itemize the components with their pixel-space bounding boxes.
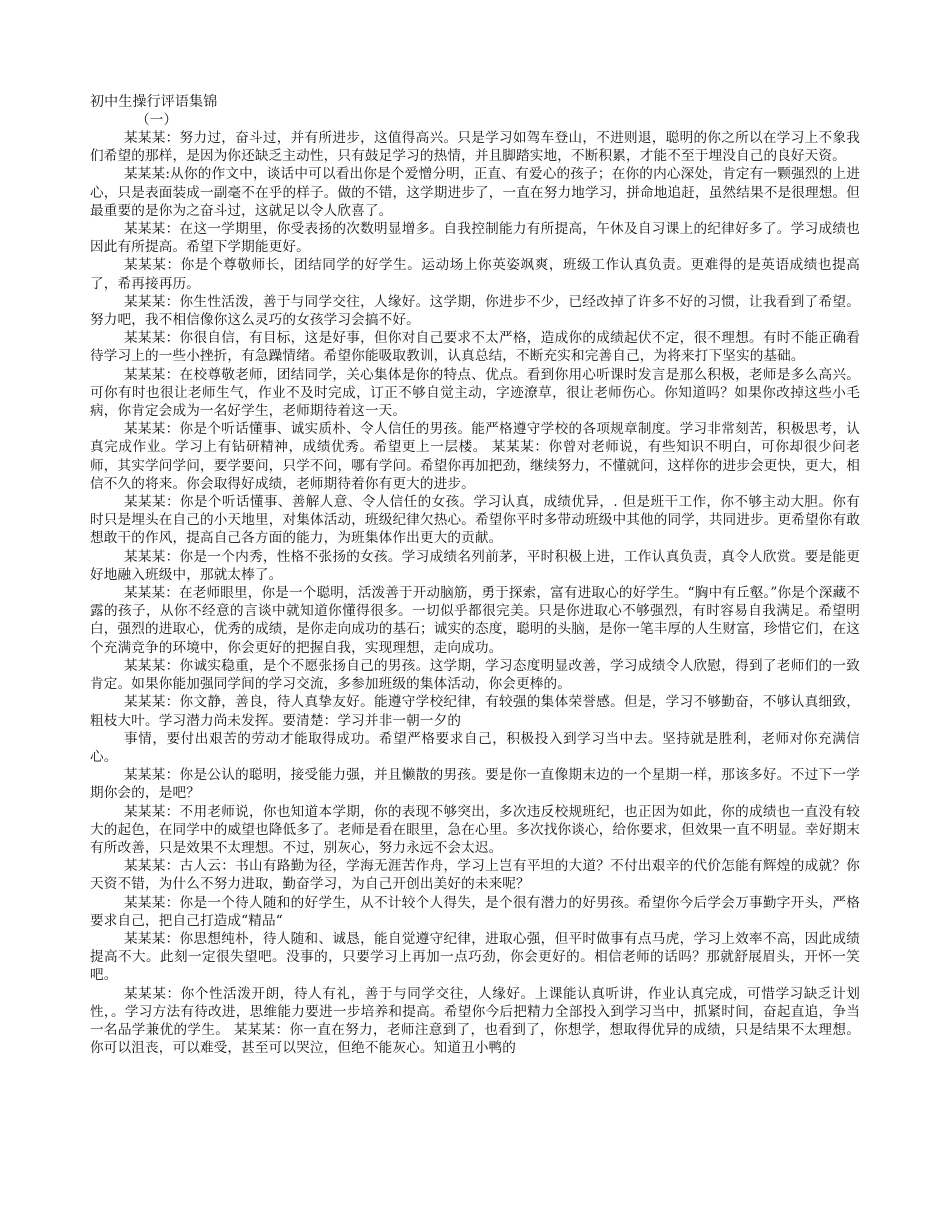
comment-paragraph: 某某某：你文静，善良，待人真挚友好。能遵守学校纪律，有较强的集体荣誉感。但是，学习不够勤奋，不够认真细致，粗枝大叶。学习潜力尚未发挥。要清楚：学习并非一朝一夕的 <box>90 694 860 729</box>
comment-paragraph: 某某某：你是一个待人随和的好学生，从不计较个人得失，是个很有潜力的好男孩。希望你今后学会万事勤字开头，严格要求自己，把自己打造成“精品“ <box>90 894 860 929</box>
comment-paragraph: 某某某：你生性活泼，善于与同学交往，人缘好。这学期，你进步不少，已经改掉了许多不好的习惯，让我看到了希望。努力吧，我不相信像你这么灵巧的女孩学习会搞不好。 <box>90 293 860 329</box>
comment-paragraph: 某某某：在这一学期里，你受表扬的次数明显增多。自我控制能力有所提高，午休及自习课上的纪律好多了。学习成绩也因此有所提高。希望下学期能更好。 <box>90 221 860 256</box>
comment-paragraph: 某某某：你是个尊敬师长，团结同学的好学生。运动场上你英姿飒爽，班级工作认真负责。更难得的是英语成绩也提高了，希再接再历。 <box>90 257 860 292</box>
comment-paragraph: 某某某：在老师眼里，你是一个聪明，活泼善于开动脑筋，勇于探索，富有进取心的好学生。“胸中有丘壑。”你是个深藏不露的孩子，从你不经意的言谈中就知道你懂得很多。一切似乎都很完美。只是你进取心不够强烈，有时容易自我满足。希望明白，强烈的进取心，优秀的成绩，是你走向成功的基石；诚实的态度，聪明的头脑，是你一笔丰厚的人生财富，珍惜它们，在这个充满竞争的环境中，你会更好的把握自我，实现理想，走向成功。 <box>90 585 860 656</box>
comment-paragraph-continued: 事情，要付出艰苦的劳动才能取得成功。希望严格要求自己，积极投入到学习当中去。坚持就是胜利，老师对你充满信心。 <box>90 730 860 765</box>
comment-paragraph: 某某某：不用老师说，你也知道本学期，你的表现不够突出，多次违反校规班纪，也正因为如此，你的成绩也一直没有较大的起色，在同学中的威望也降低多了。老师是看在眼里，急在心里。多次找你谈心，给你要求，但效果一直不明显。幸好期末有所改善，只是效果不太理想。不过，别灰心，努力永远不会太迟。 <box>90 803 860 856</box>
document-page <box>90 93 860 1057</box>
comment-paragraph: 某某某：古人云：书山有路勤为径，学海无涯苦作舟，学习上岂有平坦的大道？不付出艰辛的代价怎能有辉煌的成就？你天资不错，为什么不努力进取，勤奋学习，为自己开创出美好的未来呢？ <box>90 858 860 893</box>
comment-paragraph: 某某某：你个性活泼开朗，待人有礼，善于与同学交往，人缘好。上课能认真听讲，作业认真完成，可惜学习缺乏计划性，。学习方法有待改进，思维能力要进一步培养和提高。希望你今后把精力全部投入到学习当中，抓紧时间，奋起直追，争当一名品学兼优的学生。 某某某：你一直在努力，老师注意到了，也看到了，你想学，想取得优异的成绩，只是结果不太理想。你可以沮丧，可以难受，甚至可以哭泣，但绝不能灰心。知道丑小鸭的 <box>90 985 860 1057</box>
comment-paragraph: 某某某：你是一个内秀，性格不张扬的女孩。学习成绩名列前茅，平时积极上进，工作认真负责，真令人欣赏。要是能更好地融入班级中，那就太棒了。 <box>90 548 860 583</box>
comment-paragraph: 某某某:从你的作文中，谈话中可以看出你是个爱憎分明，正直、有爱心的孩子；在你的内心深处，肯定有一颗强烈的上进心，只是表面装成一副毫不在乎的样子。做的不错，这学期进步了，一直在努力地学习，拼命地追赶，虽然结果不是很理想。但最重要的是你为之奋斗过，这就足以令人欣喜了。 <box>90 166 860 219</box>
comment-paragraph: 某某某：你很自信，有目标，这是好事，但你对自己要求不太严格，造成你的成绩起伏不定，很不理想。有时不能正确看待学习上的一些小挫折，有急躁情绪。希望你能吸取教训，认真总结，不断充实和完善自己，为将来打下坚实的基础。 <box>90 330 860 365</box>
document-subtitle: （一） <box>136 112 178 128</box>
comment-paragraph: 某某某：努力过，奋斗过，并有所进步，这值得高兴。只是学习如驾车登山，不进则退，聪明的你之所以在学习上不象我们希望的那样，是因为你还缺乏主动性，只有鼓足学习的热情，并且脚踏实地，不断积累，才能不至于埋没自己的良好天资。 <box>90 130 860 165</box>
comment-paragraph: 某某某：在校尊敬老师，团结同学，关心集体是你的特点、优点。看到你用心听课时发言是那么积极，老师是多么高兴。可你有时也很让老师生气，作业不及时完成，订正不够自觉主动，字迹潦草，很让老师伤心。你知道吗？如果你改掉这些小毛病，你肯定会成为一名好学生，老师期待着这一天。 <box>90 366 860 420</box>
comment-paragraph: 某某某：你是公认的聪明，接受能力强，并且懒散的男孩。要是你一直像期末边的一个星期一样，那该多好。不过下一学期你会的，是吧？ <box>90 767 860 802</box>
comment-paragraph: 某某某：你思想纯朴，待人随和、诚恳，能自觉遵守纪律，进取心强，但平时做事有点马虎，学习上效率不高，因此成绩提高不大。此刻一定很失望吧。没事的，只要学习上再加一点巧劲，你会更好的。相信老师的话吗？那就舒展眉头，开怀一笑吧。 <box>90 930 860 984</box>
comment-paragraph: 某某某：你是个听话懂事、诚实质朴、令人信任的男孩。能严格遵守学校的各项规章制度。学习非常刻苦，积极思考，认真完成作业。学习上有钻研精神，成绩优秀。希望更上一层楼。 某某某：你曾对老师说，有些知识不明白，可你却很少问老师，其实学问学问，要学要问，只学不问，哪有学问。希望你再加把劲，继续努力，不懂就问，这样你的进步会更快，更大，相信不久的将来。你会取得好成绩，老师期待着你有更大的进步。 <box>90 421 860 492</box>
comment-paragraph: 某某某：你是个听话懂事、善解人意、令人信任的女孩。学习认真，成绩优异，. 但是班干工作，你不够主动大胆。你有时只是埋头在自己的小天地里，对集体活动，班级纪律欠热心。希望你平时多带动班级中其他的同学，共同进步。更希望你有敢想敢干的作风，提高自己各方面的能力，为班集体作出更大的贡献。 <box>90 494 860 547</box>
document-title: 初中生操行评语集锦 <box>90 94 218 110</box>
comment-paragraph: 某某某：你诚实稳重，是个不愿张扬自己的男孩。这学期，学习态度明显改善，学习成绩令人欣慰，得到了老师们的一致肯定。如果你能加强同学间的学习交流，多参加班级的集体活动，你会更棒的。 <box>90 657 860 693</box>
